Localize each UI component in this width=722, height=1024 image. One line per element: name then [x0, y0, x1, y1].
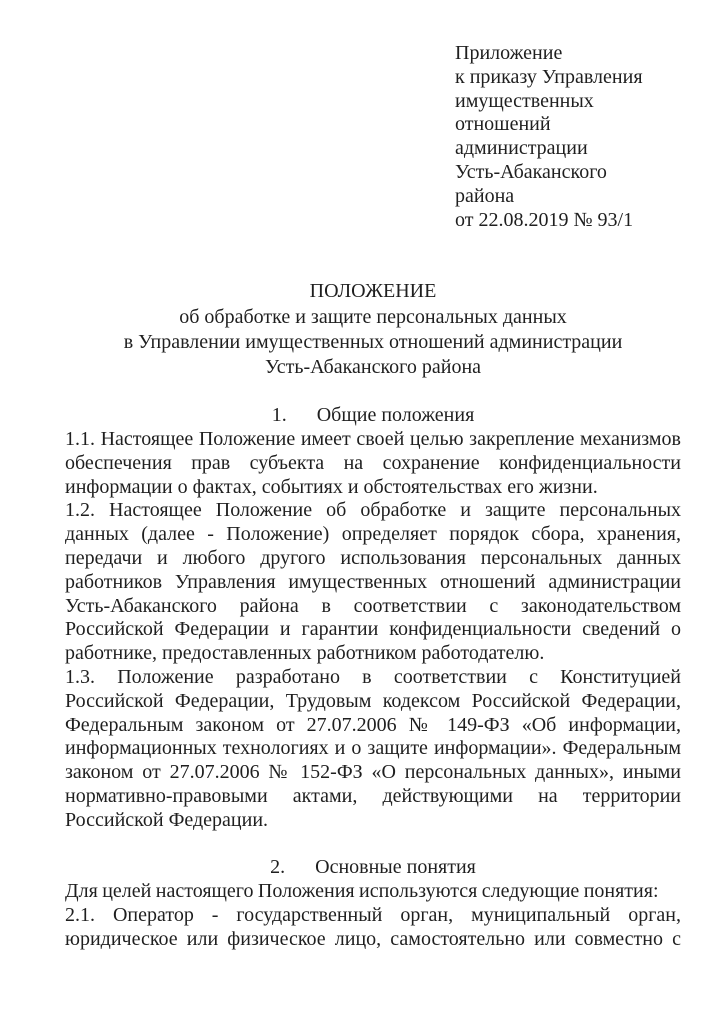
title-line: об обработке и защите персональных данных [179, 305, 567, 328]
paragraph-1-1: 1.1. Настоящее Положение имеет своей целью закрепление механизмов обеспечения прав субъекта на сохранение конфиденциальности информации о фактах, событиях и обстоятельствах его жизни. [65, 427, 681, 498]
title-line-main: ПОЛОЖЕНИЕ [309, 280, 437, 303]
section-2-heading [65, 856, 681, 880]
section-2-number: 2. [270, 856, 286, 879]
section-2-intro: Для целей настоящего Положения используются следующие понятия: [65, 880, 659, 903]
section-1-number: 1. [271, 404, 287, 427]
header-line: имущественных [455, 89, 594, 112]
paragraph-2-1: 2.1. Оператор - государственный орган, муниципальный орган, юридическое или физическое лицо, самостоятельно или совместно с [65, 903, 681, 950]
document-annex-header [455, 42, 681, 232]
section-1-heading [65, 404, 681, 428]
header-line: к приказу Управления [455, 65, 643, 88]
header-line: Приложение [455, 42, 563, 64]
document-title [65, 279, 681, 380]
section-1-title: Общие положения [316, 404, 475, 427]
header-line: района [455, 184, 515, 207]
paragraph-1-3: 1.3. Положение разработано в соответствии с Конституцией Российской Федерации, Трудовым кодексом Российской Федерации, Федеральным законом от 27.07.2006 № 149-ФЗ «Об информации, информационных технологиях и о защите информации». Федеральным законом от 27.07.2006 № 152-ФЗ «О персональных данных», иными нормативно-правовыми актами, действующими на территории Российской Федерации. [65, 665, 681, 831]
paragraph-1-2: 1.2. Настоящее Положение об обработке и защите персональных данных (далее - Положение) определяет порядок сбора, хранения, передачи и любого другого использования персональных данных работников Управления имущественных отношений администрации Усть-Абаканского района в соответствии с законодательством Российской Федерации и гарантии конфиденциальности сведений о работнике, предоставленных работником работодателю. [65, 499, 681, 665]
header-date-number-line: от 22.08.2019 № 93/1 [455, 208, 634, 231]
title-line: в Управлении имущественных отношений администрации [123, 330, 623, 353]
header-line: отношений [455, 113, 551, 136]
section-2-title: Основные понятия [315, 856, 476, 879]
header-line: Усть-Абаканского [455, 160, 607, 183]
title-line: Усть-Абаканского района [264, 355, 482, 378]
header-line: администрации [455, 137, 588, 160]
